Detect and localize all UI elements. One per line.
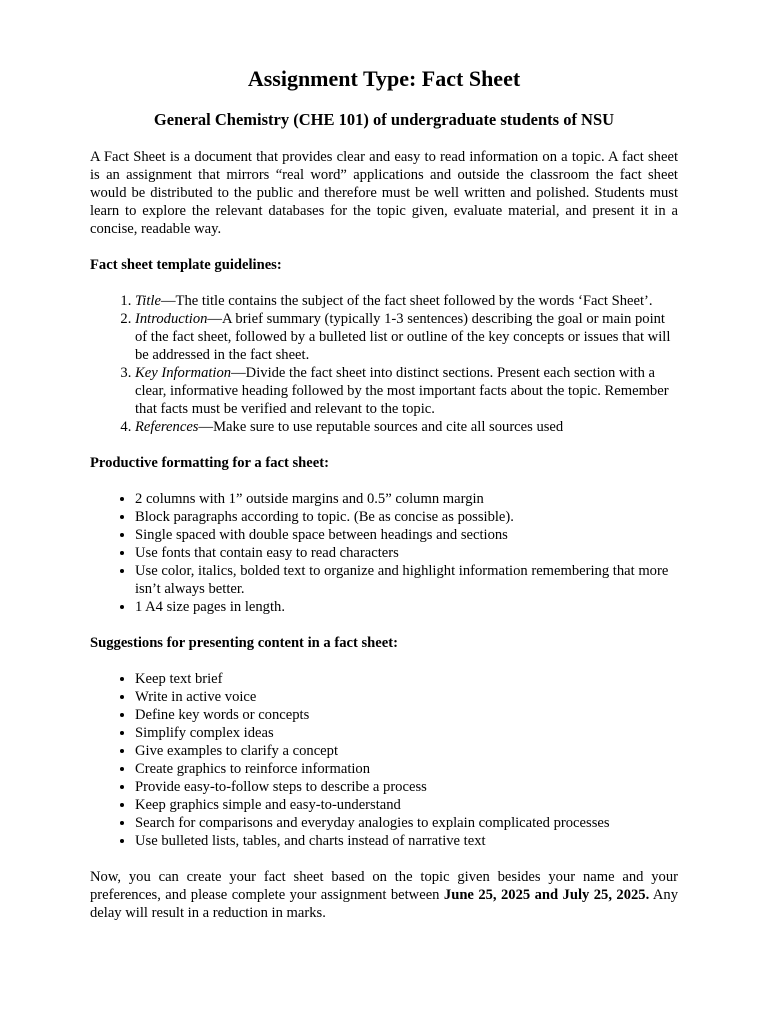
list-item-text: —The title contains the subject of the fact sheet followed by the words ‘Fact Sheet’. — [160, 293, 653, 309]
list-item — [135, 364, 678, 418]
list-item: • 1 A4 size pages in length. — [135, 598, 678, 616]
list-item-term: Title — [135, 293, 161, 309]
list-item-text: —A brief summary (typically 1-3 sentences) describing the goal or main point of the fact sheet, followed by a bulleted list or outline of the key concepts or issues that will be addressed in the fact sheet. — [135, 311, 671, 363]
list-item: • 2 columns with 1” outside margins and 0.5” column margin — [135, 490, 678, 508]
list-item-term: Introduction — [135, 311, 208, 327]
list-item: • Write in active voice — [135, 688, 678, 706]
page-title: Assignment Type: Fact Sheet — [247, 66, 521, 91]
list-item — [135, 292, 678, 310]
list-item — [135, 310, 678, 364]
list-item: • Give examples to clarify a concept — [135, 742, 678, 760]
suggestions-heading: Suggestions for presenting content in a fact sheet: — [90, 635, 398, 651]
closing-paragraph — [90, 868, 678, 922]
list-item: • Use color, italics, bolded text to organize and highlight information remembering that more isn’t always better. — [135, 562, 678, 598]
list-item: • Keep text brief — [135, 670, 678, 688]
list-item: • Provide easy-to-follow steps to describe a process — [135, 778, 678, 796]
list-item-term: Key Information — [135, 365, 232, 381]
formatting-list — [90, 490, 678, 616]
formatting-heading: Productive formatting for a fact sheet: — [90, 455, 329, 471]
list-item: • Create graphics to reinforce information — [135, 760, 678, 778]
list-item-text: —Divide the fact sheet into distinct sections. Present each section with a clear, informative heading followed by the most important facts about the topic. Remember that facts must be verified and relevant to the topic. — [135, 365, 669, 417]
template-guidelines-heading: Fact sheet template guidelines: — [90, 257, 282, 273]
page-subtitle: General Chemistry (CHE 101) of undergraduate students of NSU — [153, 110, 615, 129]
list-item: • Define key words or concepts — [135, 706, 678, 724]
list-item: • Block paragraphs according to topic. (Be as concise as possible). — [135, 508, 678, 526]
list-item-term: References — [135, 419, 199, 435]
closing-text: Now, you can create your fact sheet based on the topic given besides your name and your preferences, and please complete your assignment between — [90, 869, 678, 903]
suggestions-list — [90, 670, 678, 850]
closing-text-end: Any delay will result in a reduction in marks. — [90, 887, 678, 921]
list-item: • Use fonts that contain easy to read characters — [135, 544, 678, 562]
template-guidelines-list — [90, 292, 678, 436]
list-item: • Search for comparisons and everyday analogies to explain complicated processes — [135, 814, 678, 832]
list-item: • Keep graphics simple and easy-to-understand — [135, 796, 678, 814]
list-item — [135, 418, 678, 436]
deadline-dates: June 25, 2025 and July 25, 2025. — [443, 887, 650, 903]
intro-paragraph: A Fact Sheet is a document that provides clear and easy to read information on a topic. A fact sheet is an assignment that mirrors “real word” applications and outside the classroom the fact sheet would be distributed to the public and therefore must be well written and polished. Students must learn to explore the relevant databases for the topic given, evaluate material, and present it in a concise, readable way. — [90, 149, 678, 237]
list-item-text: —Make sure to use reputable sources and cite all sources used — [198, 419, 564, 435]
document-body — [90, 148, 678, 922]
list-item: • Simplify complex ideas — [135, 724, 678, 742]
list-item: • Single spaced with double space between headings and sections — [135, 526, 678, 544]
list-item: • Use bulleted lists, tables, and charts instead of narrative text — [135, 832, 678, 850]
